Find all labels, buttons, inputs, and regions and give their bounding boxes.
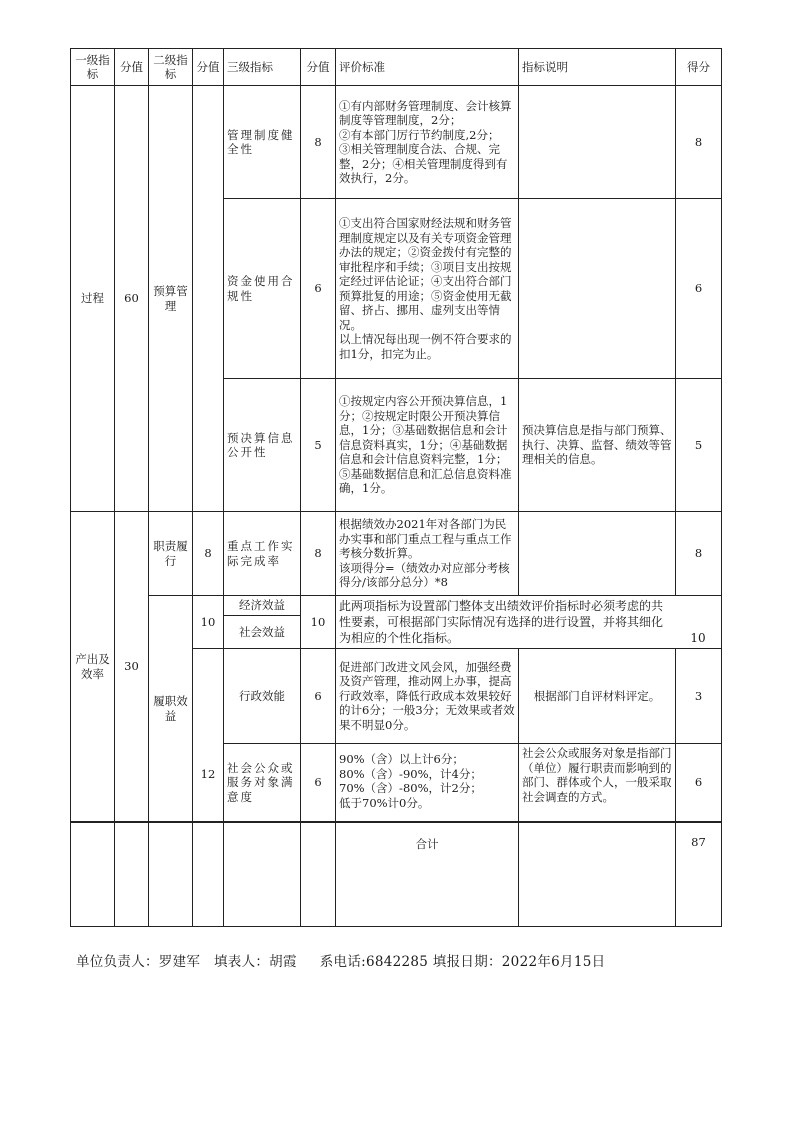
row-note: 预决算信息是指与部门预算、执行、决算、监督、绩效等管理相关的信息。: [519, 379, 676, 512]
admin-score: 3: [676, 649, 722, 744]
table-row: [71, 86, 722, 199]
duty-note: [519, 512, 676, 596]
total-label: 合计: [336, 823, 519, 927]
footer-signoff: 单位负责人：罗建军 填表人：胡霞 系电话:6842285 填报日期：2022年6月15日: [76, 954, 606, 970]
duty-level2: 职责履行: [149, 512, 193, 596]
row-level3: 资金使用合规性: [224, 199, 301, 379]
admin-score3: 6: [301, 649, 336, 744]
admin-level3: 行政效能: [224, 649, 301, 744]
header-note: 指标说明: [519, 49, 676, 86]
empty-cell: [301, 823, 336, 927]
perform-score2b: 12: [193, 649, 224, 822]
row-score: 6: [676, 199, 722, 379]
table-header-row: [71, 49, 722, 86]
row-score3: 6: [301, 199, 336, 379]
perform-score2a: 10: [193, 596, 224, 649]
output-score1: 30: [115, 512, 149, 822]
header-level2: 二级指标: [149, 49, 193, 86]
public-score3: 6: [301, 744, 336, 822]
row-score3: 8: [301, 86, 336, 199]
row-score: 8: [676, 86, 722, 199]
public-score: 6: [676, 744, 722, 822]
row-criteria: ①支出符合国家财经法规和财务管理制度规定以及有关专项资金管理办法的规定；②资金拨付有完整的审批程序和手续；③项目支出按规定经过评估论证；④支出符合部门预算批复的用途；⑤资金使用无截留、挤占、挪用、虚列支出等情况。 以上情况每出现一例不符合要求的扣1分，扣完为止。: [336, 199, 519, 379]
shared-text: 此两项指标为设置部门整体支出绩效评价指标时必须考虑的共性要素，可根据部门实际情况有选择的进行设置，并将其细化为相应的个性化指标。: [339, 599, 664, 645]
header-score: 得分: [676, 49, 722, 86]
row-score: 5: [676, 379, 722, 512]
header-level3: 三级指标: [224, 49, 301, 86]
empty-cell: [71, 823, 115, 927]
public-level3: 社会公众或服务对象满意度: [224, 744, 301, 822]
table-row: [71, 512, 722, 596]
shared-score3: 10: [301, 596, 336, 649]
output-level1: 产出及效率: [71, 512, 115, 822]
header-level1: 一级指标: [71, 49, 115, 86]
header-score3: 分值: [301, 49, 336, 86]
duty-score: 8: [676, 512, 722, 596]
row-note: [519, 86, 676, 199]
empty-cell: [519, 823, 676, 927]
table-row: [71, 596, 722, 616]
public-criteria: 90%（含）以上计6分； 80%（含）-90%，计4分； 70%（含）-80%，计2分； 低于70%计0分。: [336, 744, 519, 822]
process-level2: 预算管理: [149, 86, 193, 512]
admin-note: 根据部门自评材料评定。: [519, 649, 676, 744]
row-note: [519, 199, 676, 379]
empty-cell: [149, 823, 193, 927]
process-level1: 过程: [71, 86, 115, 512]
header-score1: 分值: [115, 49, 149, 86]
total-score: 87: [676, 823, 722, 927]
shared-criteria: [336, 596, 722, 649]
row-criteria: ①有内部财务管理制度、会计核算制度等管理制度，2分； ②有本部门厉行节约制度,2分； ③相关管理制度合法、合规、完整，2分；④相关管理制度得到有效执行，2分。: [336, 86, 519, 199]
duty-score2: 8: [193, 512, 224, 596]
shared-score: 10: [690, 631, 706, 645]
header-criteria: 评价标准: [336, 49, 519, 86]
empty-cell: [115, 823, 149, 927]
duty-level3: 重点工作实际完成率: [224, 512, 301, 596]
evaluation-table: [70, 48, 722, 927]
row-level3: 管理制度健全性: [224, 86, 301, 199]
process-score1: 60: [115, 86, 149, 512]
empty-cell: [224, 823, 301, 927]
total-row: [71, 823, 722, 927]
social-benefit: 社会效益: [224, 615, 301, 648]
process-score2: [193, 86, 224, 512]
duty-score3: 8: [301, 512, 336, 596]
econ-benefit: 经济效益: [224, 596, 301, 616]
admin-criteria: 促进部门改进文风会风，加强经费及资产管理，推动网上办事，提高行政效率，降低行政成本效果较好的计6分；一般3分；无效果或者效果不明显0分。: [336, 649, 519, 744]
row-criteria: ①按规定内容公开预决算信息，1分；②按规定时限公开预决算信息，1分；③基础数据信息和会计信息资料真实，1分；④基础数据信息和会计信息资料完整，1分；⑤基础数据信息和汇总信息资料准确，1分。: [336, 379, 519, 512]
row-score3: 5: [301, 379, 336, 512]
public-note: 社会公众或服务对象是指部门（单位）履行职责而影响到的部门、群体或个人，一般采取社会调查的方式。: [519, 744, 676, 822]
perform-level2: 履职效益: [149, 596, 193, 822]
row-level3: 预决算信息公开性: [224, 379, 301, 512]
duty-criteria: 根据绩效办2021年对各部门为民办实事和部门重点工程与重点工作考核分数折算。 该项得分=（绩效办对应部分考核得分/该部分总分）*8: [336, 512, 519, 596]
header-score2: 分值: [193, 49, 224, 86]
empty-cell: [193, 823, 224, 927]
